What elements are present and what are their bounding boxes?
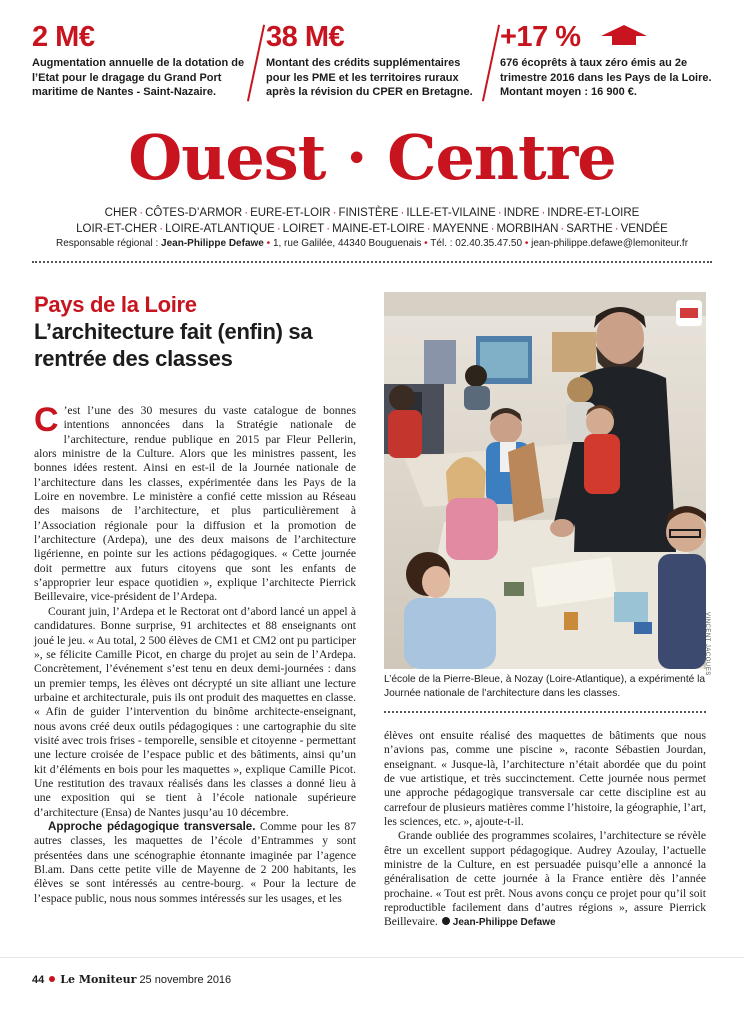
paragraph-lead: Approche pédagogique transversale. xyxy=(48,819,256,833)
region-separator: · xyxy=(332,207,337,219)
stat-block-dotation xyxy=(32,22,252,100)
regions-line xyxy=(60,206,684,222)
region-name: INDRE xyxy=(503,207,540,219)
region-name: MORBIHAN xyxy=(496,222,559,235)
paragraph: élèves ont ensuite réalisé des maquettes de bâtiments que nous n’avions pas, comme une piscine », raconte Sébastien Jourdan, enseignant. « Jusque-là, l’architecture n’était abordée que du point de vue artistique, et très succinctement. Cette journée nous permet une approche pédagogique transversale car cette discipline est au carrefour de plusieurs matières comme l’histoire, la géographie, l’art, les sciences, etc. », ajoute-t-il. xyxy=(384,729,706,829)
region-name: SARTHE xyxy=(566,222,613,235)
stat-value: 2 M€ xyxy=(32,21,95,53)
stat-text: Montant des crédits supplémentaires pour les PME et les territoires ruraux après la révision du CPER en Bretagne. xyxy=(266,57,473,98)
section-divider xyxy=(32,261,712,263)
stat-block-ecoprets xyxy=(500,22,715,100)
region-separator: · xyxy=(326,222,331,235)
article-kicker: Pays de la Loire xyxy=(34,292,197,317)
region-name: VENDÉE xyxy=(620,222,668,235)
region-name: LOIR-ET-CHER xyxy=(76,222,158,235)
region-name: INDRE-ET-LOIRE xyxy=(547,207,640,219)
region-name: CHER xyxy=(104,207,138,219)
photo-credit: VINCENT JACQUES xyxy=(704,612,710,676)
region-name: CÔTES-D’ARMOR xyxy=(145,207,243,219)
article-headline: L’architecture fait (enfin) sa rentrée des classes xyxy=(34,319,313,371)
stat-block-credits xyxy=(266,22,486,100)
responsable-name: Jean-Philippe Defawe xyxy=(161,238,264,249)
region-name: LOIRET xyxy=(282,222,325,235)
page-number: 44 xyxy=(32,974,45,986)
region-separator: · xyxy=(426,222,431,235)
classroom-photo-illustration xyxy=(384,292,706,669)
page-footer xyxy=(32,973,231,986)
magazine-name: Le Moniteur xyxy=(60,973,137,986)
drop-cap: C xyxy=(34,401,59,439)
region-name: LOIRE-ATLANTIQUE xyxy=(165,222,275,235)
region-separator: · xyxy=(276,222,281,235)
region-separator: · xyxy=(560,222,565,235)
region-separator: · xyxy=(159,222,164,235)
signature-dot-icon xyxy=(442,917,450,925)
phone: Tél. : 02.40.35.47.50 xyxy=(430,238,523,249)
region-separator: · xyxy=(244,207,249,219)
region-name: MAINE-ET-LOIRE xyxy=(332,222,425,235)
region-separator: · xyxy=(497,207,502,219)
stat-value: +17 % xyxy=(500,21,581,53)
region-name: ILLE-ET-VILAINE xyxy=(406,207,496,219)
up-arrow-icon xyxy=(600,24,648,46)
stat-text: Augmentation annuelle de la dotation de l’Etat pour le dragage du Grand Port maritime de Nantes - Saint-Nazaire. xyxy=(32,57,245,98)
article-column-left xyxy=(34,401,357,906)
paragraph: Courant juin, l’Ardepa et le Rectorat ont d’abord lancé un appel à candidatures. Bonne surprise, 91 architectes et 88 enseignants ont joué le jeu. « Au total, 2 500 élèves de CM1 et CM2 ont pu participer », se félicite Camille Picot, en charge du projet au sein de l’Ardepa. Concrètement, l’événement s’est tenu en deux demi-journées : dans un premier temps, les élèves ont décrypté un site alliant une lecture urbaine et architecturale, puis ils ont produit des maquettes en classe. « Afin de guider l’intervention du binôme architecte-enseignant, nous avons créé deux outils pédagogiques : une cartographie du site visité avec trois frises - temporelle, sensible et citoyenne - permettant une lecture croisée de l’espace public et des bâtiments, ainsi qu’un kit d’éléments en bois pour les maquettes », explique Camille Picot. Une restitution des travaux réalisés dans les classes a donné lieu à une exposition qui se tient à l’école nationale supérieure d’architecture (Ensa) de Nantes jusqu’au 10 décembre. xyxy=(34,604,356,819)
region-separator: · xyxy=(490,222,495,235)
paragraph: Grande oubliée des programmes scolaires, l’architecture se révèle être un excellent support pédagogique. Audrey Azoulay, l’actuelle ministre de la Culture, en est persuadée puisqu’elle a annoncé la généralisation de cette journée à la France entière dès l’année prochaine. « Tout est prêt. Nous avons conçu ce projet pour qu’il soit reproductible facilement dans d’autres régions », assure Pierrick Beillevaire. Jean-Philippe Defawe xyxy=(384,829,706,929)
article-column-right xyxy=(384,729,706,931)
region-separator: · xyxy=(139,207,144,219)
paragraph: Approche pédagogique transversale. Comme pour les 87 autres classes, les maquettes de l’école d’Entrammes y sont présentées dans une scénographie étonnante imaginée par l’agence Bl.am. Dans cette petite ville de Mayenne de 2 200 habitants, les élèves se sont intéressés au centre-bourg. « Pour la lecture de l’espace public, nous nous sommes intéressés sur les usages, et les xyxy=(34,819,357,905)
region-separator: · xyxy=(614,222,619,235)
footer-dot-icon xyxy=(49,976,55,982)
region-name: FINISTÈRE xyxy=(338,207,399,219)
issue-date: 25 novembre 2016 xyxy=(139,974,232,986)
article-photo xyxy=(384,292,706,669)
section-title: Ouest · Centre xyxy=(128,121,616,194)
regions-list xyxy=(60,206,684,237)
email: jean-philippe.defawe@lemoniteur.fr xyxy=(531,238,689,249)
responsable-line: Responsable régional : Jean-Philippe Defawe • 1, rue Galilée, 44340 Bouguenais • Tél. : 02.40.35.47.50 • jean-philippe.defawe@lemoniteur.fr xyxy=(55,238,689,249)
region-separator: · xyxy=(541,207,546,219)
caption-divider xyxy=(384,711,706,713)
footer-rule xyxy=(0,957,744,958)
region-name: EURE-ET-LOIR xyxy=(250,207,331,219)
paragraph: C ’est l’une des 30 mesures du vaste catalogue de bonnes intentions annoncées dans la Stratégie nationale de l’architecture, rendue publique en 2015 par Fleur Pellerin, alors ministre de la Culture. Alors que les ministres passent, les bonnes idées restent. Ainsi en est-il de la Journée nationale de l’architecture dans les classes, expérimentée dans les Pays de la Loire en novembre. Le ministère a confié cette mission au Réseau des maisons de l’architecture, et plus particulièrement à l’Association régionale pour la diffusion et la promotion de l’architecture (Ardepa), une des deux maisons de l’architecture ligérienne, en pointe sur les actions pédagogiques. « Cette journée doit permettre aux futurs citoyens que sont les enfants de s’approprier leur espace quotidien », explique l’architecte Pierrick Beillevaire, vice-président de l’Ardepa. xyxy=(34,401,356,604)
author-signature: Jean-Philippe Defawe xyxy=(452,917,556,929)
stat-value: 38 M€ xyxy=(266,21,345,53)
address: 1, rue Galilée, 44340 Bouguenais xyxy=(272,238,422,249)
photo-caption: L’école de la Pierre-Bleue, à Nozay (Loire-Atlantique), a expérimenté la Journée nationale de l’architecture dans les classes. xyxy=(384,674,706,699)
region-name: MAYENNE xyxy=(432,222,489,235)
stat-text: 676 écoprêts à taux zéro émis au 2e trimestre 2016 dans les Pays de la Loire. Montant moyen : 16 900 €. xyxy=(500,57,712,98)
regions-line xyxy=(60,222,684,238)
region-separator: · xyxy=(400,207,405,219)
stat-value-row xyxy=(500,22,715,52)
responsable-label: Responsable régional : xyxy=(55,238,159,249)
